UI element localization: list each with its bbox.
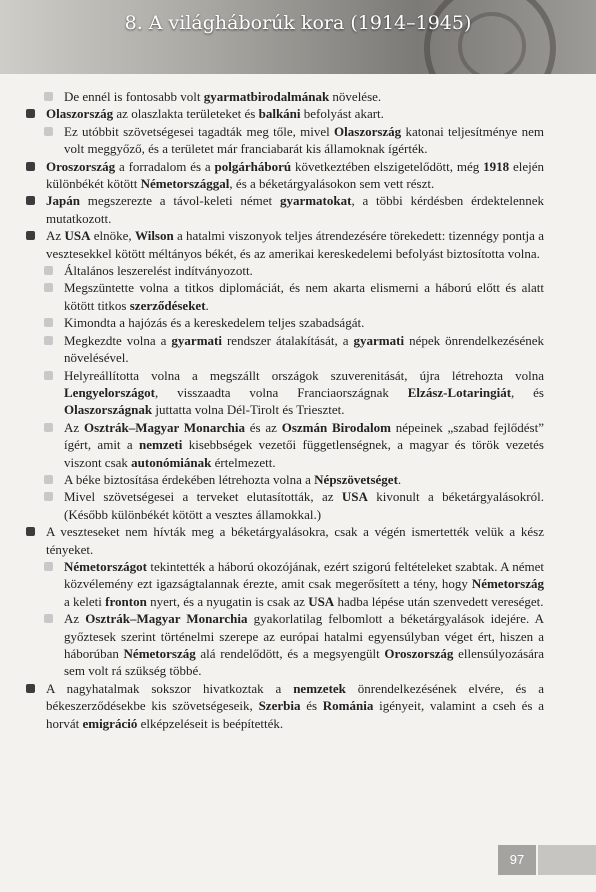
sub-bullet-item	[24, 332, 544, 367]
text-run: elején különbékét kötött	[46, 158, 544, 192]
bold-term: autonómiának	[131, 454, 212, 470]
bold-term: gyarmati	[353, 332, 405, 348]
text-run: juttatta volna Dél-Tirolt és Triesztet.	[152, 402, 345, 418]
text-run: Általános leszerelést indítványozott.	[64, 263, 253, 279]
text-run: tekintették a háború okozójának, ezért szigorú feltételeket szabtak. A német közvélemény ezt igazságtalannak érezte, amit csak megerősített a tény, hogy	[64, 558, 544, 592]
text-run: A nagyhatalmak sokszor hivatkoztak a	[46, 680, 294, 696]
text-run: a keleti	[64, 593, 106, 609]
sub-bullet-item	[24, 610, 544, 680]
sub-bullet-item	[24, 123, 544, 158]
bold-term: fronton	[105, 593, 147, 609]
main-bullet-item	[24, 192, 544, 227]
bold-term: Lengyelországot	[64, 384, 155, 400]
bold-term: nemzeti	[139, 437, 183, 453]
bold-term: Olaszországnak	[64, 402, 153, 418]
text-run: a hatalmi viszonyok teljes átrendezésére törekedett: tizennégy pontja a vesztesekkel kötött méltányos békét, és az amerikai kereskedelemi befolyást biztosította volna.	[46, 228, 544, 261]
bold-term: Osztrák–Magyar Monarchia	[83, 419, 245, 435]
sub-bullet-item	[24, 558, 544, 610]
bold-term: Elzász-Lotaringiát	[407, 384, 512, 400]
text-run: Az	[64, 419, 84, 435]
text-run: az olaszlakta területeket és	[113, 106, 259, 122]
text-run: értelmezett.	[211, 454, 276, 470]
bold-term: Oroszország	[384, 646, 454, 661]
bold-term: Népszövetséget	[314, 471, 398, 487]
bold-term: Osztrák–Magyar Monarchia	[85, 611, 248, 627]
page-content	[24, 88, 544, 732]
bold-term: USA	[308, 593, 335, 609]
bold-term: gyarmatokat	[279, 193, 352, 209]
bold-term: Németországgal	[140, 176, 230, 192]
text-run: .	[397, 471, 402, 487]
text-run: A veszteseket nem hívták meg a béketárgyalásokra, csak a végén ismertették velük a kész tényeket.	[46, 524, 544, 557]
sub-bullet-item	[24, 471, 544, 488]
text-run: , és	[511, 384, 544, 400]
bold-term: emigráció	[82, 715, 138, 731]
text-run: befolyást akart.	[300, 106, 384, 122]
main-bullet-item	[24, 523, 544, 558]
bold-term: balkáni	[258, 106, 301, 122]
text-run: Az	[46, 228, 65, 244]
text-run: népeinek „szabad fejlődést” ígért, amit a	[64, 419, 544, 453]
text-run: megszerezte a távol-keleti német	[79, 193, 280, 209]
bold-term: Olaszország	[46, 106, 114, 122]
bold-term: Oszmán Birodalom	[281, 419, 391, 435]
sub-bullet-item	[24, 314, 544, 331]
bold-term: Olaszország	[334, 123, 402, 139]
text-run: Megkezdte volna a	[64, 332, 172, 348]
main-bullet-item	[24, 227, 544, 262]
text-run: növelése.	[329, 89, 382, 104]
text-run: Ez utóbbit szövetségesei tagadták meg tőle, mivel	[64, 123, 335, 139]
text-run: .	[205, 297, 209, 313]
main-bullet-item	[24, 158, 544, 193]
text-run: és	[300, 698, 323, 714]
chapter-title: 8. A világháborúk kora (1914–1945)	[124, 12, 472, 34]
page-number: 97	[498, 845, 536, 875]
text-run: népek önrendelkezésének növelésével.	[64, 332, 545, 366]
bold-term: 1918	[483, 158, 510, 174]
text-run: gyakorlatilag felbomlott a béketárgyalások idejére. A győztesek szerint történelmi szerepe az európai hatalmi egyensúlyban véget ért, hiszen a háborúban	[64, 611, 544, 661]
text-run: és az	[244, 419, 282, 435]
text-run: igényeit, valamint a cseh és a horvát	[46, 698, 544, 731]
sub-bullet-item	[24, 488, 544, 523]
bold-term: polgárháború	[214, 158, 292, 174]
text-run: Kimondta a hajózás és a kereskedelem teljes szabadságát.	[64, 315, 365, 331]
bold-term: Japán	[46, 193, 80, 209]
text-run: Mivel szövetségesei a terveket elutasították, az	[64, 489, 342, 505]
text-run: A béke biztosítása érdekében létrehozta volna a	[64, 471, 315, 487]
text-run: elnöke,	[90, 228, 135, 244]
text-run: , visszaadta volna Franciaországnak	[154, 384, 408, 400]
text-run: nyert, és a nyugatin is csak az	[146, 593, 309, 609]
text-run: katonai teljesítménye nem volt meggyőző, és a területet már franciabarát kis államoknak ígérték.	[64, 123, 544, 157]
text-run: alá rendelődött, és a megsyengült	[195, 646, 385, 661]
sub-bullet-item	[24, 88, 544, 105]
text-run: önrendelkezésének elvére, és a békeszerződésekbe kis szövetségeseik,	[46, 680, 544, 714]
text-run: kivonult a béketárgyalásokról. (Később különbékét kötött a vesztes államokkal.)	[64, 489, 544, 522]
bold-term: Oroszország	[46, 158, 116, 174]
bold-term: szerződéseket	[129, 297, 206, 313]
sub-bullet-item	[24, 262, 544, 279]
text-run: következtében elszigetelődött, még	[291, 158, 484, 174]
sub-bullet-item	[24, 419, 544, 471]
text-run: Megszüntette volna a titkos diplomáciát, és nem akarta elismerni a háború előtt és alatt kötött titkos	[64, 280, 544, 313]
text-run: ellensúlyozására sem volt rá szükség többé.	[64, 646, 545, 679]
text-run: hadba lépése után szenvedett vereséget.	[334, 593, 544, 609]
bold-term: nemzetek	[293, 680, 346, 696]
text-run: elképzeléseit is beépítették.	[137, 715, 284, 731]
bold-term: Wilson	[134, 228, 174, 244]
main-bullet-item	[24, 680, 544, 732]
bold-term: USA	[64, 228, 91, 244]
text-run: kisebbségek vezetői függetlenségnek, a magyar és török vezetés viszont csak	[64, 437, 544, 470]
bold-term: Németország	[123, 646, 196, 661]
text-run: , a többi kérdésben érdektelennek mutatkozott.	[46, 193, 544, 226]
text-run: rendszer átalakítását, a	[221, 332, 354, 348]
bold-term: gyarmati	[171, 332, 222, 348]
sub-bullet-item	[24, 367, 544, 419]
text-run: De ennél is fontosabb volt	[64, 89, 204, 104]
text-run: Helyreállította volna a megszállt országok szuverenitását, újra létrehozta volna	[64, 367, 544, 383]
text-run: Az	[64, 611, 86, 627]
bold-term: Németország	[471, 576, 544, 592]
sub-bullet-item	[24, 279, 544, 314]
text-run: , és a béketárgyalásokon sem vett részt.	[229, 176, 435, 192]
bold-term: USA	[341, 489, 368, 505]
bold-term: Németországot	[64, 558, 148, 574]
bold-term: Románia	[322, 698, 374, 714]
bold-term: gyarmatbirodalmának	[203, 89, 330, 104]
main-bullet-item	[24, 105, 544, 122]
chapter-banner	[0, 0, 596, 74]
bold-term: Szerbia	[258, 698, 301, 714]
page-number-tab-decoration	[538, 845, 596, 875]
text-run: a forradalom és a	[115, 158, 215, 174]
